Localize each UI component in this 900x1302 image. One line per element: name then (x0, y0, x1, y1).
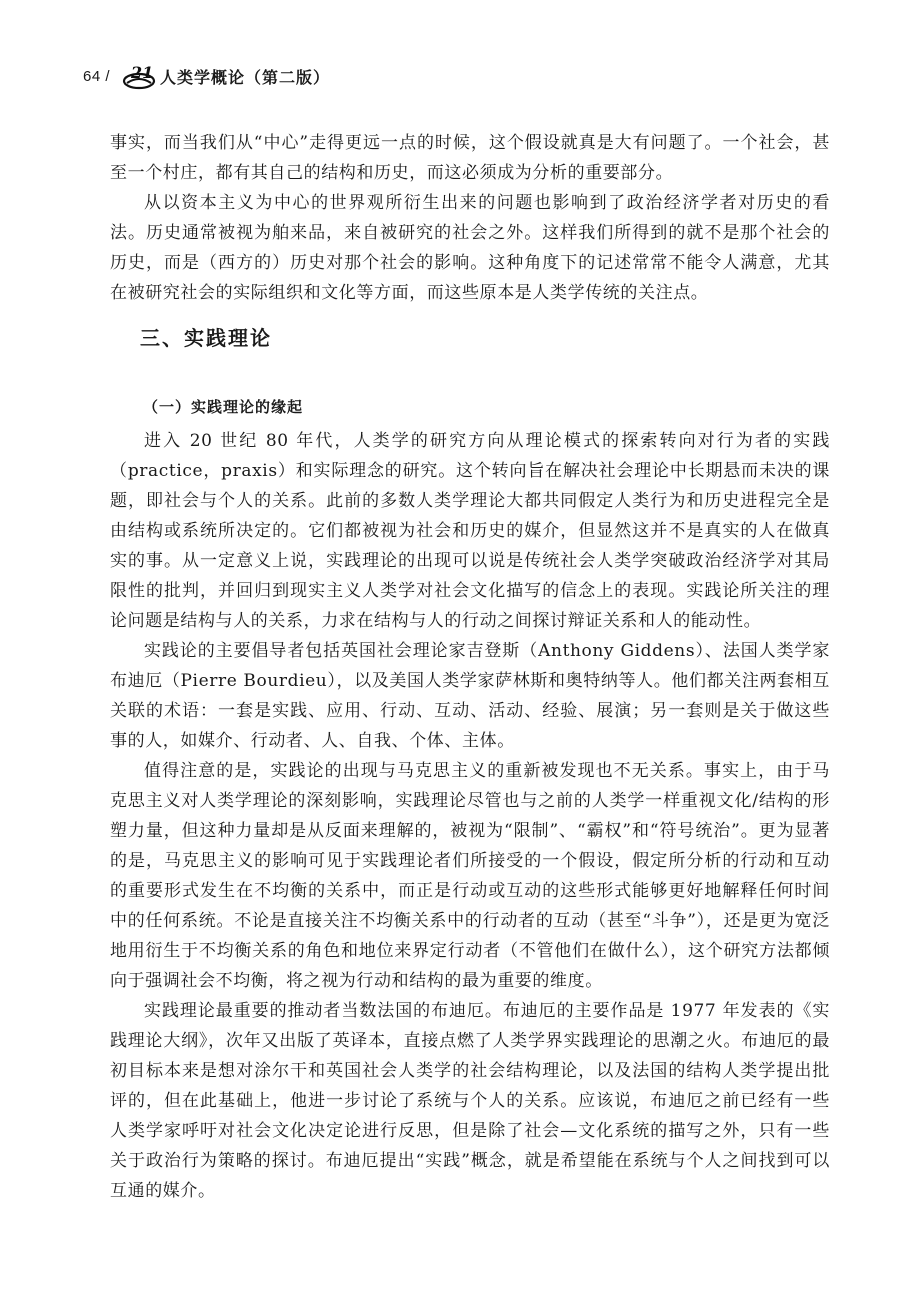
section-heading: 三、实践理论 (140, 326, 272, 350)
paragraph: 进入 20 世纪 80 年代，人类学的研究方向从理论模式的探索转向对行为者的实践（practice，praxis）和实际理念的研究。这个转向旨在解决社会理论中长期悬而未决的课题，即社会与个人的关系。此前的多数人类学理论大都共同假定人类行为和历史进程完全是由结构或系统所决定的。它们都被视为社会和历史的媒介，但显然这并不是真实的人在做真实的事。从一定意义上说，实践理论的出现可以说是传统社会人类学突破政治经济学对其局限性的批判，并回归到现实主义人类学对社会文化描写的信念上的表现。实践论所关注的理论问题是结构与人的关系，力求在结构与人的行动之间探讨辩证关系和人的能动性。 (110, 431, 830, 631)
paragraph: 实践论的主要倡导者包括英国社会理论家吉登斯（Anthony Giddens）、法国人类学家布迪厄（Pierre Bourdieu），以及美国人类学家萨林斯和奥特纳等人。他们都关注两套相互关联的术语：一套是实践、应用、行动、互动、活动、经验、展演；另一套则是关于做这些事的人，如媒介、行动者、人、自我、个体、主体。 (110, 641, 830, 751)
paragraph: 实践理论最重要的推动者当数法国的布迪厄。布迪厄的主要作品是 1977 年发表的《实践理论大纲》，次年又出版了英译本，直接点燃了人类学界实践理论的思潮之火。布迪厄的最初目标本来是想对涂尔干和英国社会人类学的社会结构理论，以及法国的结构人类学提出批评的，但在此基础上，他进一步讨论了系统与个人的关系。应该说，布迪厄之前已经有一些人类学家呼吁对社会文化决定论进行反思，但是除了社会—文化系统的描写之外，只有一些关于政治行为策略的探讨。布迪厄提出“实践”概念，就是希望能在系统与个人之间找到可以互通的媒介。 (110, 1001, 830, 1201)
main-paragraphs (110, 426, 830, 1206)
running-header (83, 58, 330, 94)
book-title: 人类学概论（第二版） (160, 67, 331, 87)
paragraph-continued: 事实，而当我们从“中心”走得更远一点的时候，这个假设就真是大有问题了。一个社会，甚至一个村庄，都有其自己的结构和历史，而这必须成为分析的重要部分。 (110, 133, 830, 183)
book-series-logo-icon (122, 61, 156, 91)
subsection-heading: （一）实践理论的缘起 (143, 398, 304, 416)
page-number: 64 / (83, 67, 111, 85)
paragraph: 值得注意的是，实践论的出现与马克思主义的重新被发现也不无关系。事实上，由于马克思主义对人类学理论的深刻影响，实践理论尽管也与之前的人类学一样重视文化/结构的形塑力量，但这种力量却是从反面来理解的，被视为“限制”、“霸权”和“符号统治”。更为显著的是，马克思主义的影响可见于实践理论者们所接受的一个假设，假定所分析的行动和互动的重要形式发生在不均衡的关系中，而正是行动或互动的这些形式能够更好地解释任何时间中的任何系统。不论是直接关注不均衡关系中的行动者的互动（甚至“斗争”），还是更为宽泛地用衍生于不均衡关系的角色和地位来界定行动者（不管他们在做什么），这个研究方法都倾向于强调社会不均衡，将之视为行动和结构的最为重要的维度。 (110, 761, 830, 991)
top-paragraphs (110, 128, 830, 308)
paragraph: 从以资本主义为中心的世界观所衍生出来的问题也影响到了政治经济学者对历史的看法。历史通常被视为舶来品，来自被研究的社会之外。这样我们所得到的就不是那个社会的历史，而是（西方的）历史对那个社会的影响。这种角度下的记述常常不能令人满意，尤其在被研究社会的实际组织和文化等方面，而这些原本是人类学传统的关注点。 (110, 193, 830, 303)
svg-text:21: 21 (131, 63, 154, 82)
